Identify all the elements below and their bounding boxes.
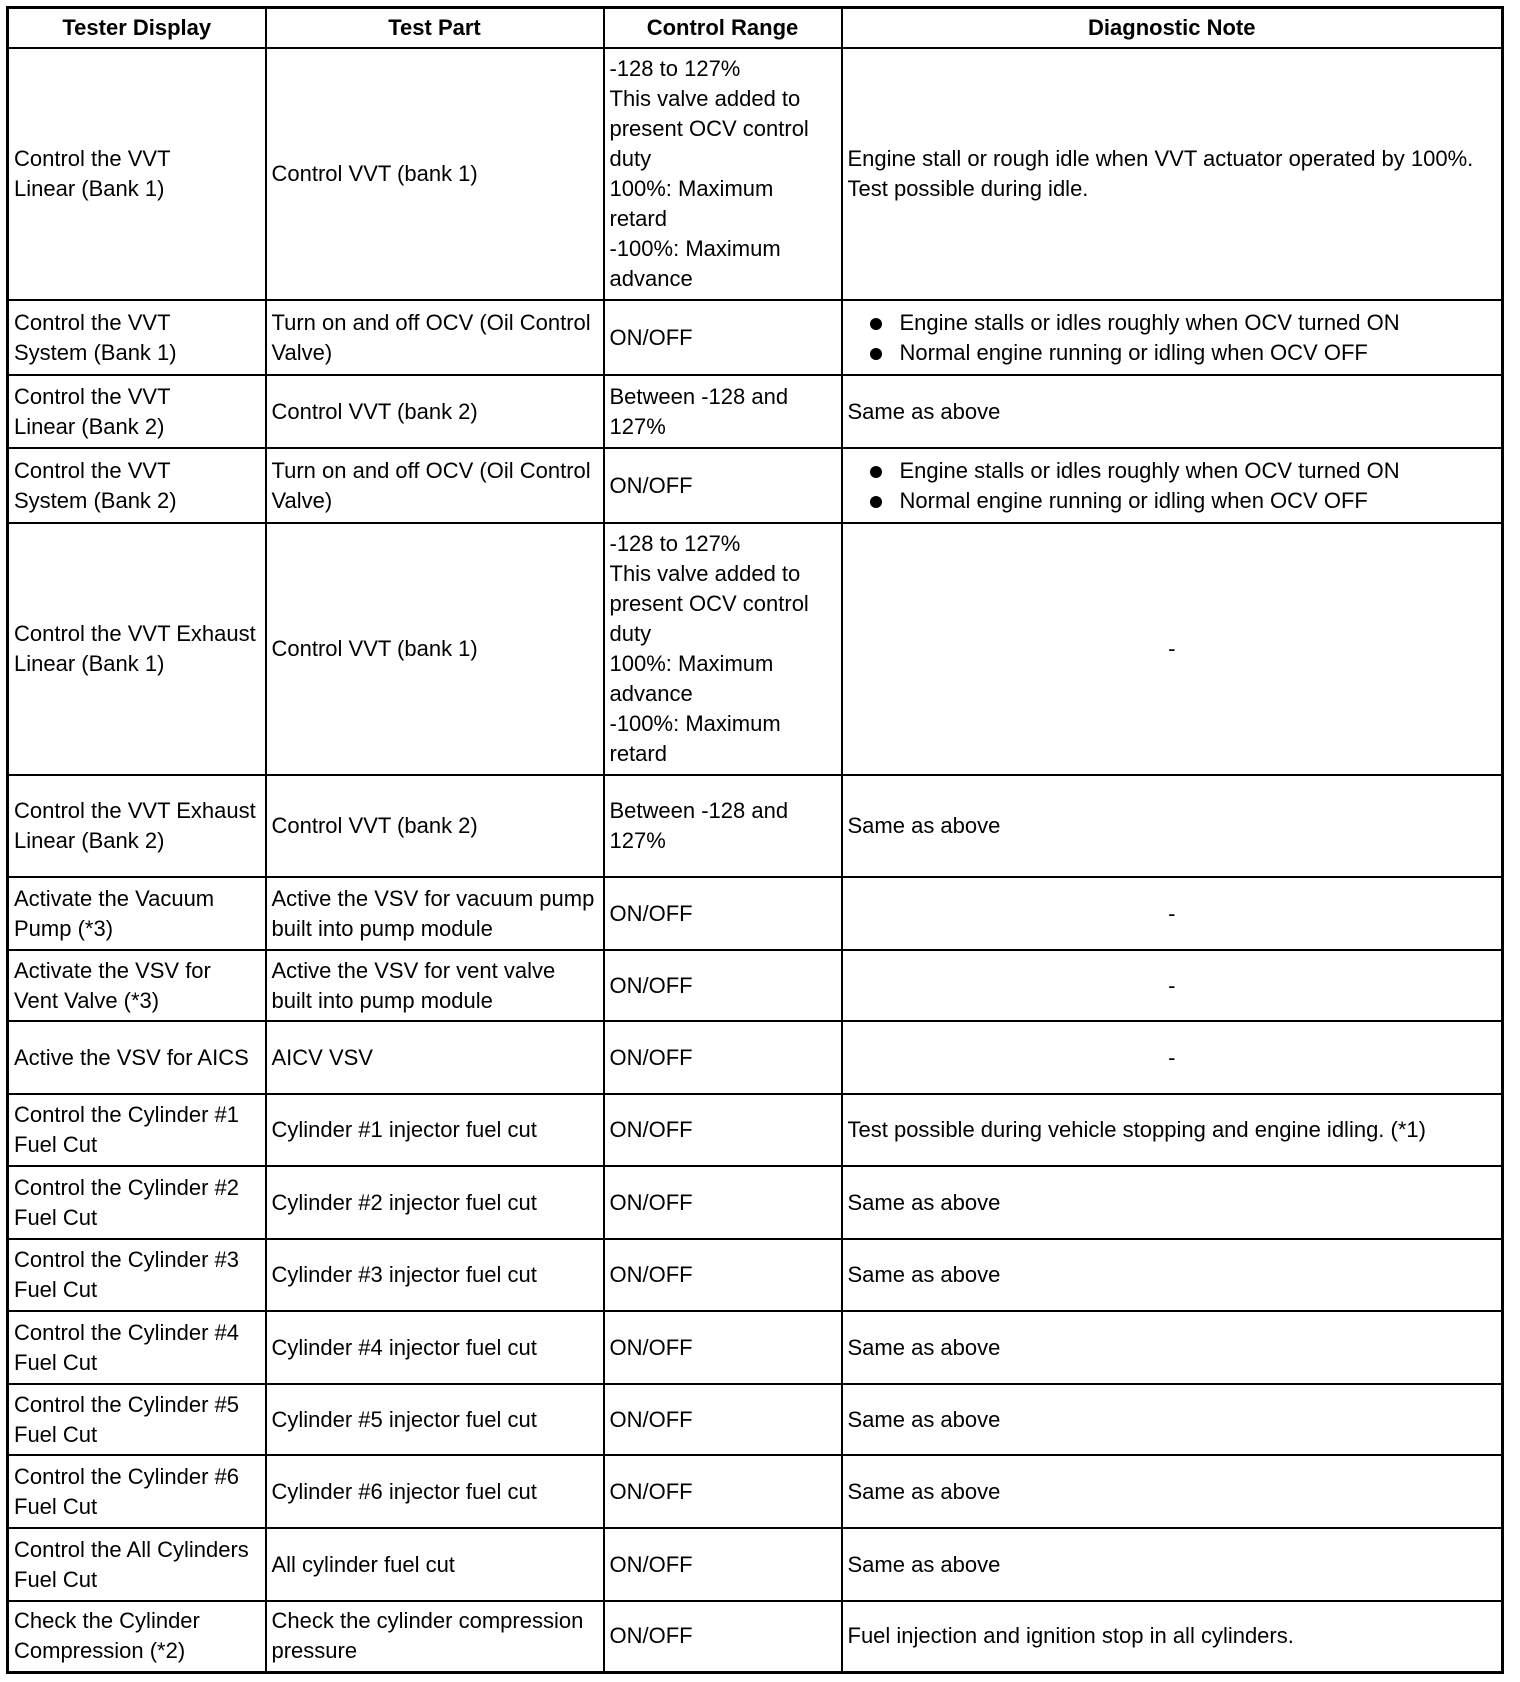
tester-display-cell: Activate the Vacuum Pump (*3) <box>8 877 266 950</box>
control-range-cell: ON/OFF <box>604 877 842 950</box>
control-range-cell: ON/OFF <box>604 1384 842 1455</box>
bullet-list <box>848 456 1497 516</box>
test-part-cell: Active the VSV for vacuum pump built into pump module <box>266 877 604 950</box>
table-row <box>8 1166 1503 1239</box>
diagnostic-note-cell: Same as above <box>842 375 1503 448</box>
test-part-cell: Control VVT (bank 1) <box>266 48 604 300</box>
test-part-cell: Check the cylinder compression pressure <box>266 1601 604 1672</box>
table-row <box>8 523 1503 775</box>
control-range-cell: ON/OFF <box>604 1239 842 1311</box>
table-row <box>8 48 1503 300</box>
table-row <box>8 1528 1503 1601</box>
header-control-range: Control Range <box>604 8 842 49</box>
table-row <box>8 775 1503 877</box>
tester-display-cell: Control the VVT Linear (Bank 1) <box>8 48 266 300</box>
tester-display-cell: Control the Cylinder #4 Fuel Cut <box>8 1311 266 1384</box>
table-row <box>8 1094 1503 1166</box>
table-row <box>8 448 1503 523</box>
table-row <box>8 375 1503 448</box>
control-range-cell: ON/OFF <box>604 1601 842 1672</box>
diagnostic-note-cell: - <box>842 950 1503 1021</box>
control-range-cell: ON/OFF <box>604 1021 842 1094</box>
table-row <box>8 1311 1503 1384</box>
tester-display-cell: Control the Cylinder #1 Fuel Cut <box>8 1094 266 1166</box>
table-row <box>8 300 1503 375</box>
control-range-cell: Between -128 and 127% <box>604 775 842 877</box>
diagnostic-note-cell: Same as above <box>842 1384 1503 1455</box>
test-part-cell: Control VVT (bank 1) <box>266 523 604 775</box>
diagnostic-note-cell: Engine stall or rough idle when VVT actuator operated by 100%. Test possible during idle. <box>842 48 1503 300</box>
diagnostic-note-cell: - <box>842 523 1503 775</box>
test-part-cell: Cylinder #3 injector fuel cut <box>266 1239 604 1311</box>
control-range-cell: ON/OFF <box>604 1166 842 1239</box>
tester-display-cell: Control the VVT Linear (Bank 2) <box>8 375 266 448</box>
header-tester-display: Tester Display <box>8 8 266 49</box>
bullet-list <box>848 308 1497 368</box>
tester-display-cell: Control the VVT System (Bank 2) <box>8 448 266 523</box>
tester-display-cell: Control the Cylinder #3 Fuel Cut <box>8 1239 266 1311</box>
diagnostic-note-cell: - <box>842 877 1503 950</box>
test-part-cell: Control VVT (bank 2) <box>266 375 604 448</box>
control-range-cell: -128 to 127% This valve added to present OCV control duty 100%: Maximum retard -100%: Maximum advance <box>604 48 842 300</box>
diagnostic-note-cell: Fuel injection and ignition stop in all cylinders. <box>842 1601 1503 1672</box>
table-row <box>8 877 1503 950</box>
header-row <box>8 8 1503 49</box>
tester-display-cell: Control the VVT System (Bank 1) <box>8 300 266 375</box>
tester-display-cell: Active the VSV for AICS <box>8 1021 266 1094</box>
table-row <box>8 950 1503 1021</box>
test-part-cell: Cylinder #6 injector fuel cut <box>266 1455 604 1528</box>
tester-display-cell: Control the Cylinder #6 Fuel Cut <box>8 1455 266 1528</box>
diagnostic-note-cell: Same as above <box>842 1166 1503 1239</box>
test-part-cell: Cylinder #1 injector fuel cut <box>266 1094 604 1166</box>
table-row <box>8 1239 1503 1311</box>
table-row <box>8 1601 1503 1672</box>
table-row <box>8 1021 1503 1094</box>
tester-display-cell: Control the All Cylinders Fuel Cut <box>8 1528 266 1601</box>
test-part-cell: Cylinder #4 injector fuel cut <box>266 1311 604 1384</box>
control-range-cell: ON/OFF <box>604 1094 842 1166</box>
tester-display-cell: Control the Cylinder #2 Fuel Cut <box>8 1166 266 1239</box>
test-part-cell: Turn on and off OCV (Oil Control Valve) <box>266 448 604 523</box>
control-range-cell: ON/OFF <box>604 300 842 375</box>
diagnostic-note-cell: Same as above <box>842 1311 1503 1384</box>
active-test-table <box>6 6 1504 1674</box>
bullet-item: Engine stalls or idles roughly when OCV turned ON <box>900 456 1497 486</box>
table-row <box>8 1455 1503 1528</box>
test-part-cell: Control VVT (bank 2) <box>266 775 604 877</box>
control-range-cell: ON/OFF <box>604 1455 842 1528</box>
diagnostic-note-cell: Same as above <box>842 1528 1503 1601</box>
test-part-cell: Active the VSV for vent valve built into pump module <box>266 950 604 1021</box>
tester-display-cell: Control the VVT Exhaust Linear (Bank 1) <box>8 523 266 775</box>
bullet-item: Normal engine running or idling when OCV OFF <box>900 486 1497 516</box>
header-test-part: Test Part <box>266 8 604 49</box>
test-part-cell: Cylinder #2 injector fuel cut <box>266 1166 604 1239</box>
diagnostic-note-cell: Same as above <box>842 775 1503 877</box>
control-range-cell: ON/OFF <box>604 950 842 1021</box>
test-part-cell: Cylinder #5 injector fuel cut <box>266 1384 604 1455</box>
diagnostic-note-cell <box>842 300 1503 375</box>
test-part-cell: Turn on and off OCV (Oil Control Valve) <box>266 300 604 375</box>
control-range-cell: ON/OFF <box>604 1311 842 1384</box>
diagnostic-note-cell <box>842 448 1503 523</box>
bullet-item: Engine stalls or idles roughly when OCV turned ON <box>900 308 1497 338</box>
control-range-cell: -128 to 127% This valve added to present OCV control duty 100%: Maximum advance -100%: Maximum retard <box>604 523 842 775</box>
test-part-cell: All cylinder fuel cut <box>266 1528 604 1601</box>
diagnostic-note-cell: Same as above <box>842 1239 1503 1311</box>
bullet-item: Normal engine running or idling when OCV OFF <box>900 338 1497 368</box>
tester-display-cell: Check the Cylinder Compression (*2) <box>8 1601 266 1672</box>
diagnostic-note-cell: Same as above <box>842 1455 1503 1528</box>
tester-display-cell: Activate the VSV for Vent Valve (*3) <box>8 950 266 1021</box>
diagnostic-note-cell: - <box>842 1021 1503 1094</box>
control-range-cell: ON/OFF <box>604 1528 842 1601</box>
test-part-cell: AICV VSV <box>266 1021 604 1094</box>
header-diagnostic-note: Diagnostic Note <box>842 8 1503 49</box>
control-range-cell: ON/OFF <box>604 448 842 523</box>
control-range-cell: Between -128 and 127% <box>604 375 842 448</box>
diagnostic-note-cell: Test possible during vehicle stopping and engine idling. (*1) <box>842 1094 1503 1166</box>
tester-display-cell: Control the VVT Exhaust Linear (Bank 2) <box>8 775 266 877</box>
table-row <box>8 1384 1503 1455</box>
tester-display-cell: Control the Cylinder #5 Fuel Cut <box>8 1384 266 1455</box>
